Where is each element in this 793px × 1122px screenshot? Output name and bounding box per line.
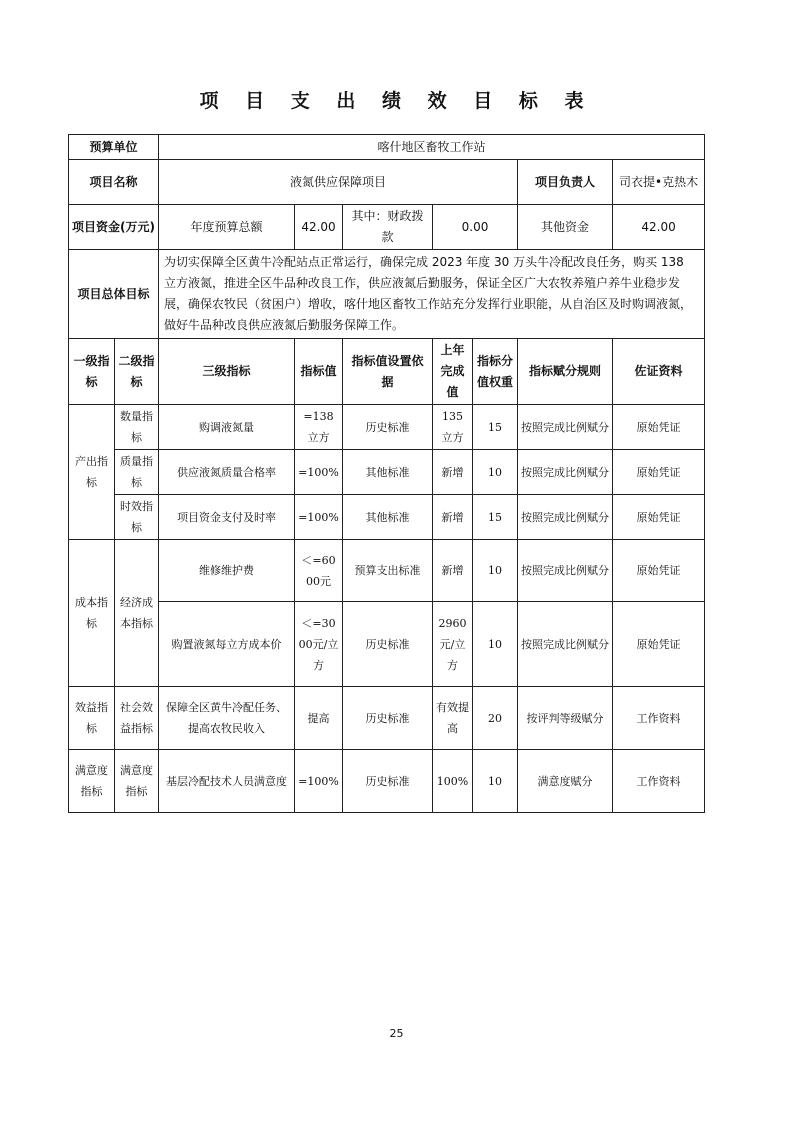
cell-weight: 10 [473,602,518,687]
cell-weight: 10 [473,450,518,495]
performance-target-table [68,134,705,813]
group-satisfaction: 满意度指标 [69,750,115,813]
cell-l2: 经济成本指标 [115,540,159,687]
cell-weight: 10 [473,750,518,813]
cell-weight: 15 [473,495,518,540]
column-header-evidence: 佐证资料 [613,339,705,405]
funds-row [69,205,705,250]
cell-evidence: 工作资料 [613,750,705,813]
table-row [69,540,705,602]
overall-goal-text: 为切实保障全区黄牛冷配站点正常运行，确保完成 2023 年度 30 万头牛冷配改良任务，购买 138 立方液氮，推进全区牛品种改良工作，供应液氮后勤服务，保证全区广大农牧养殖户养牛业稳步发展，确保农牧民（贫困户）增收，喀什地区畜牧工作站充分发挥行业职能，从自治区及时购调液氮，做好牛品种改良供应液氮后勤服务保障工作。 [159,250,705,339]
cell-value: 提高 [295,687,343,750]
group-benefit: 效益指标 [69,687,115,750]
group-cost: 成本指标 [69,540,115,687]
table-row [69,687,705,750]
cell-rule: 按照完成比例赋分 [518,495,613,540]
column-header-l3: 三级指标 [159,339,295,405]
cell-prev: 有效提高 [433,687,473,750]
cell-value: ＜=6000元 [295,540,343,602]
project-name-label: 项目名称 [69,160,159,205]
other-funds-value: 42.00 [613,205,705,250]
cell-value: ＜=3000元/立方 [295,602,343,687]
cell-evidence: 工作资料 [613,687,705,750]
page-title: 项 目 支 出 绩 效 目 标 表 [199,90,594,112]
group-output: 产出指标 [69,405,115,540]
cell-prev: 新增 [433,540,473,602]
page-number: 25 [389,1027,404,1040]
overall-goal-label: 项目总体目标 [69,250,159,339]
annual-budget-value: 42.00 [295,205,343,250]
column-header-l1: 一级指标 [69,339,115,405]
table-row [69,602,705,687]
cell-l2: 时效指标 [115,495,159,540]
cell-rule: 按评判等级赋分 [518,687,613,750]
cell-l3: 购调液氮量 [159,405,295,450]
column-header-weight: 指标分值权重 [473,339,518,405]
cell-rule: 按照完成比例赋分 [518,405,613,450]
cell-evidence: 原始凭证 [613,602,705,687]
table-row [69,495,705,540]
table-row [69,450,705,495]
column-header-basis: 指标值设置依据 [343,339,433,405]
cell-l3: 购置液氮每立方成本价 [159,602,295,687]
cell-l3: 基层冷配技术人员满意度 [159,750,295,813]
cell-rule: 按照完成比例赋分 [518,450,613,495]
table-row [69,405,705,450]
cell-l3: 供应液氮质量合格率 [159,450,295,495]
project-name-row [69,160,705,205]
budget-unit-label: 预算单位 [69,135,159,160]
cell-value: =138立方 [295,405,343,450]
fiscal-label: 其中：财政拨款 [343,205,433,250]
cell-prev: 135 立方 [433,405,473,450]
cell-basis: 历史标准 [343,405,433,450]
table-row [69,750,705,813]
annual-budget-label: 年度预算总额 [159,205,295,250]
cell-rule: 按照完成比例赋分 [518,540,613,602]
cell-prev: 新增 [433,495,473,540]
cell-value: =100% [295,450,343,495]
cell-weight: 15 [473,405,518,450]
column-header-prev: 上年完成值 [433,339,473,405]
cell-basis: 其他标准 [343,495,433,540]
cell-basis: 历史标准 [343,602,433,687]
cell-rule: 按照完成比例赋分 [518,602,613,687]
cell-l3: 维修维护费 [159,540,295,602]
cell-l3: 保障全区黄牛冷配任务、提高农牧民收入 [159,687,295,750]
cell-evidence: 原始凭证 [613,495,705,540]
cell-evidence: 原始凭证 [613,405,705,450]
budget-unit-value: 喀什地区畜牧工作站 [159,135,705,160]
project-name-value: 液氮供应保障项目 [159,160,518,205]
column-header-rule: 指标赋分规则 [518,339,613,405]
cell-prev: 2960元/立方 [433,602,473,687]
funds-label: 项目资金(万元) [69,205,159,250]
cell-prev: 100% [433,750,473,813]
cell-weight: 10 [473,540,518,602]
cell-basis: 历史标准 [343,750,433,813]
column-header-row [69,339,705,405]
cell-l2: 满意度指标 [115,750,159,813]
column-header-value: 指标值 [295,339,343,405]
cell-basis: 其他标准 [343,450,433,495]
cell-basis: 预算支出标准 [343,540,433,602]
budget-unit-row [69,135,705,160]
cell-prev: 新增 [433,450,473,495]
responsible-label: 项目负责人 [518,160,613,205]
overall-goal-row [69,250,705,339]
cell-value: =100% [295,750,343,813]
cell-rule: 满意度赋分 [518,750,613,813]
cell-value: =100% [295,495,343,540]
cell-l2: 质量指标 [115,450,159,495]
cell-basis: 历史标准 [343,687,433,750]
responsible-value: 司衣提•克热木 [613,160,705,205]
cell-l3: 项目资金支付及时率 [159,495,295,540]
cell-l2: 社会效益指标 [115,687,159,750]
cell-weight: 20 [473,687,518,750]
cell-evidence: 原始凭证 [613,450,705,495]
cell-evidence: 原始凭证 [613,540,705,602]
column-header-l2: 二级指标 [115,339,159,405]
cell-l2: 数量指标 [115,405,159,450]
other-funds-label: 其他资金 [518,205,613,250]
fiscal-value: 0.00 [433,205,518,250]
